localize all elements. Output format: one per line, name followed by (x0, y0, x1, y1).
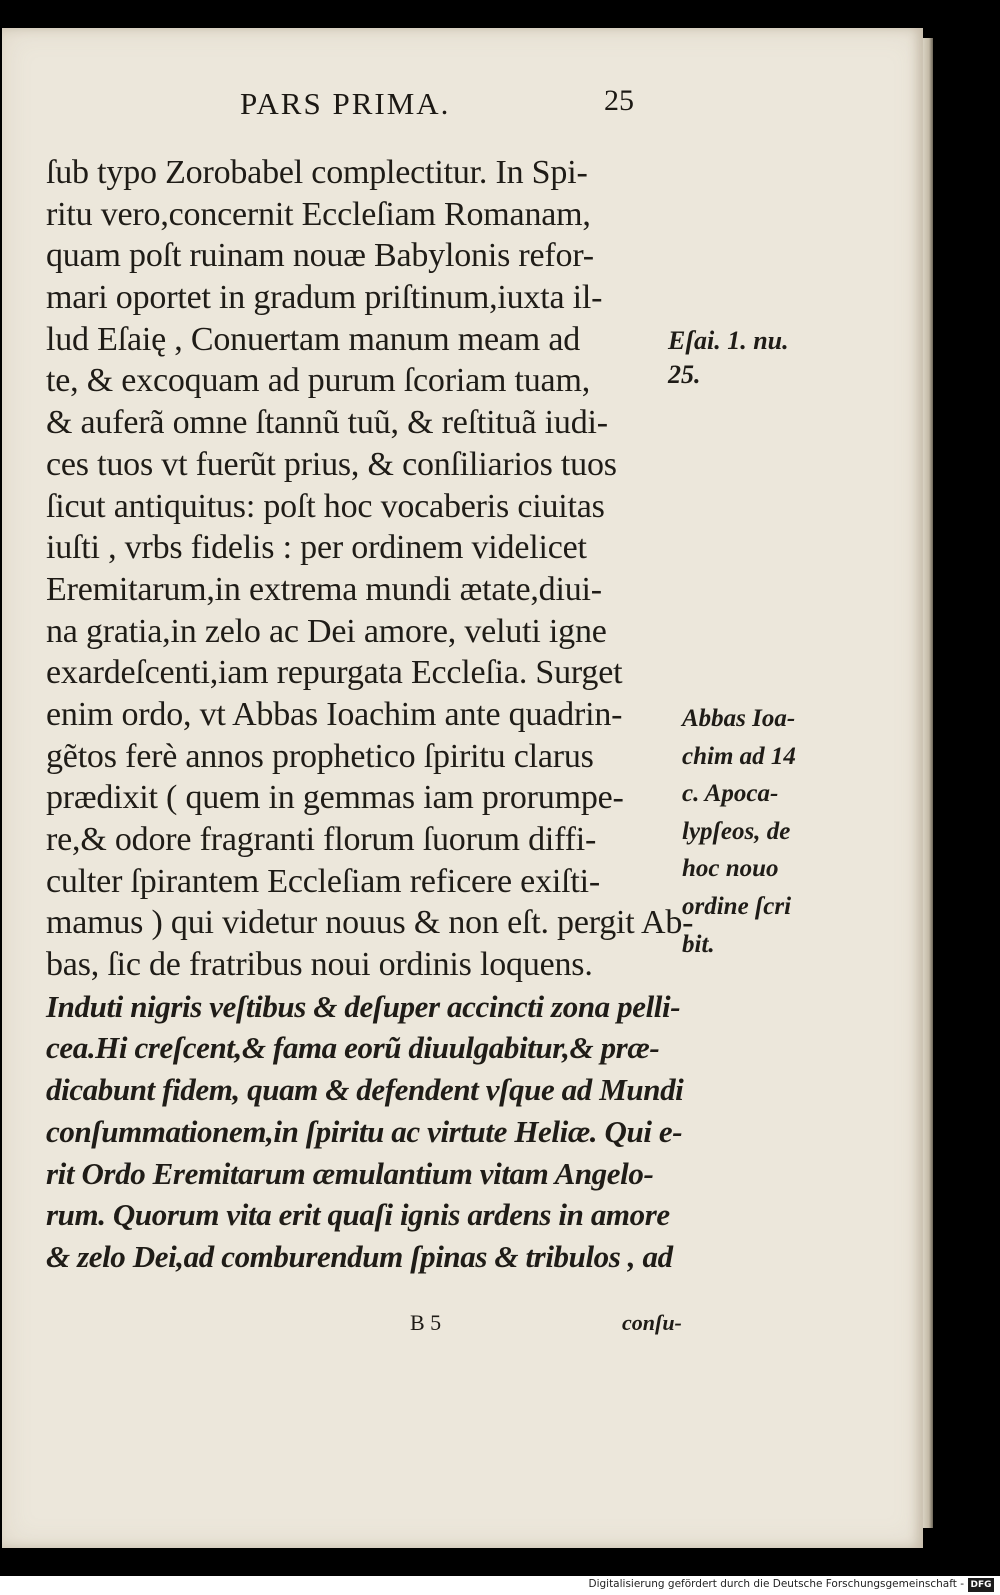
margin-note-esaias (668, 324, 789, 392)
page-header (2, 86, 923, 126)
quotation-line: rit Ordo Eremitarum æmulantium vitam Angelo- (46, 1155, 654, 1191)
margin-note-line: c. Apoca- (682, 780, 779, 808)
text-line: lud Eſaię , Conuertam manum meam ad (46, 320, 581, 358)
page-number: 25 (604, 84, 634, 117)
quotation-line: & zelo Dei,ad comburendum ſpinas & tribulos , ad (46, 1238, 673, 1274)
catchword: conſu- (622, 1310, 682, 1335)
text-line: mari oportet in gradum priſtinum,iuxta il- (46, 279, 603, 317)
margin-note-line: lypſeos, de (682, 817, 791, 845)
text-line: bas, ſic de fratribus noui ordinis loquens. (46, 946, 593, 984)
margin-note-line: chim ad 14 (682, 742, 796, 770)
text-line: ſub typo Zorobabel complectitur. In Spi- (46, 154, 588, 191)
text-line: iuſti , vrbs fidelis : per ordinem videlicet (46, 529, 587, 567)
margin-note-joachim (682, 700, 796, 963)
running-title: PARS PRIMA. (240, 86, 451, 121)
text-line: ritu vero,concernit Eccleſiam Romanam, (46, 195, 591, 233)
text-line: prædixit ( quem in gemmas iam prorumpe- (46, 779, 624, 817)
page-footer (2, 1310, 923, 1340)
margin-note-line: bit. (682, 930, 715, 958)
text-line: quam poſt ruinam nouæ Babylonis refor- (46, 237, 594, 275)
quotation-line: conſummationem,in ſpiritu ac virtute Heliæ. Qui e- (46, 1113, 683, 1149)
text-line: te, & excoquam ad purum ſcoriam tuam, (46, 362, 590, 400)
text-line: ſicut antiquitus: poſt hoc vocaberis ciuitas (46, 487, 605, 525)
text-line: gẽtos ferè annos prophetico ſpiritu clarus (46, 737, 594, 775)
text-line: ces tuos vt fuerũt prius, & conſiliarios tuos (46, 445, 617, 483)
scan-credit-bar (0, 1576, 1000, 1595)
main-text-block (46, 152, 694, 1278)
dfg-logo-icon: DFG (968, 1578, 994, 1592)
text-line: enim ordo, vt Abbas Ioachim ante quadrin- (46, 695, 623, 733)
margin-note-line: Abbas Ioa- (682, 705, 796, 732)
quotation-line: dicabunt fidem, quam & defendent vſque ad Mundi (46, 1072, 684, 1108)
quotation-line: rum. Quorum vita erit quaſi ignis ardens in amore (46, 1197, 670, 1233)
quotation-line: Induti nigris veſtibus & deſuper accincti zona pelli- (46, 988, 681, 1024)
scan-credit-text: Digitalisierung gefördert durch die Deutsche Forschungsgemeinschaft - (588, 1578, 964, 1590)
text-line: culter ſpirantem Eccleſiam reficere exiſti- (46, 862, 600, 900)
margin-note-line: Eſai. 1. nu. (668, 326, 789, 355)
text-line: Eremitarum,in extrema mundi ætate,diui- (46, 570, 602, 608)
text-line: na gratia,in zelo ac Dei amore, veluti igne (46, 612, 607, 650)
text-line: mamus ) qui videtur nouus & non eſt. pergit Ab- (46, 904, 694, 942)
text-line: & auferã omne ſtannũ tuũ, & reſtituã iudi- (46, 404, 608, 442)
text-line: re,& odore fragranti florum ſuorum diffi- (46, 821, 597, 858)
signature-mark: B 5 (410, 1310, 442, 1335)
text-line: exardeſcenti,iam repurgata Eccleſia. Surget (46, 654, 623, 692)
margin-note-line: 25. (668, 360, 701, 389)
margin-note-line: hoc nouo (682, 855, 779, 883)
margin-note-line: ordine ſcri (682, 892, 792, 920)
quotation-line: cea.Hi creſcent,& fama eorũ diuulgabitur,& præ- (46, 1030, 660, 1066)
book-page (2, 28, 923, 1548)
